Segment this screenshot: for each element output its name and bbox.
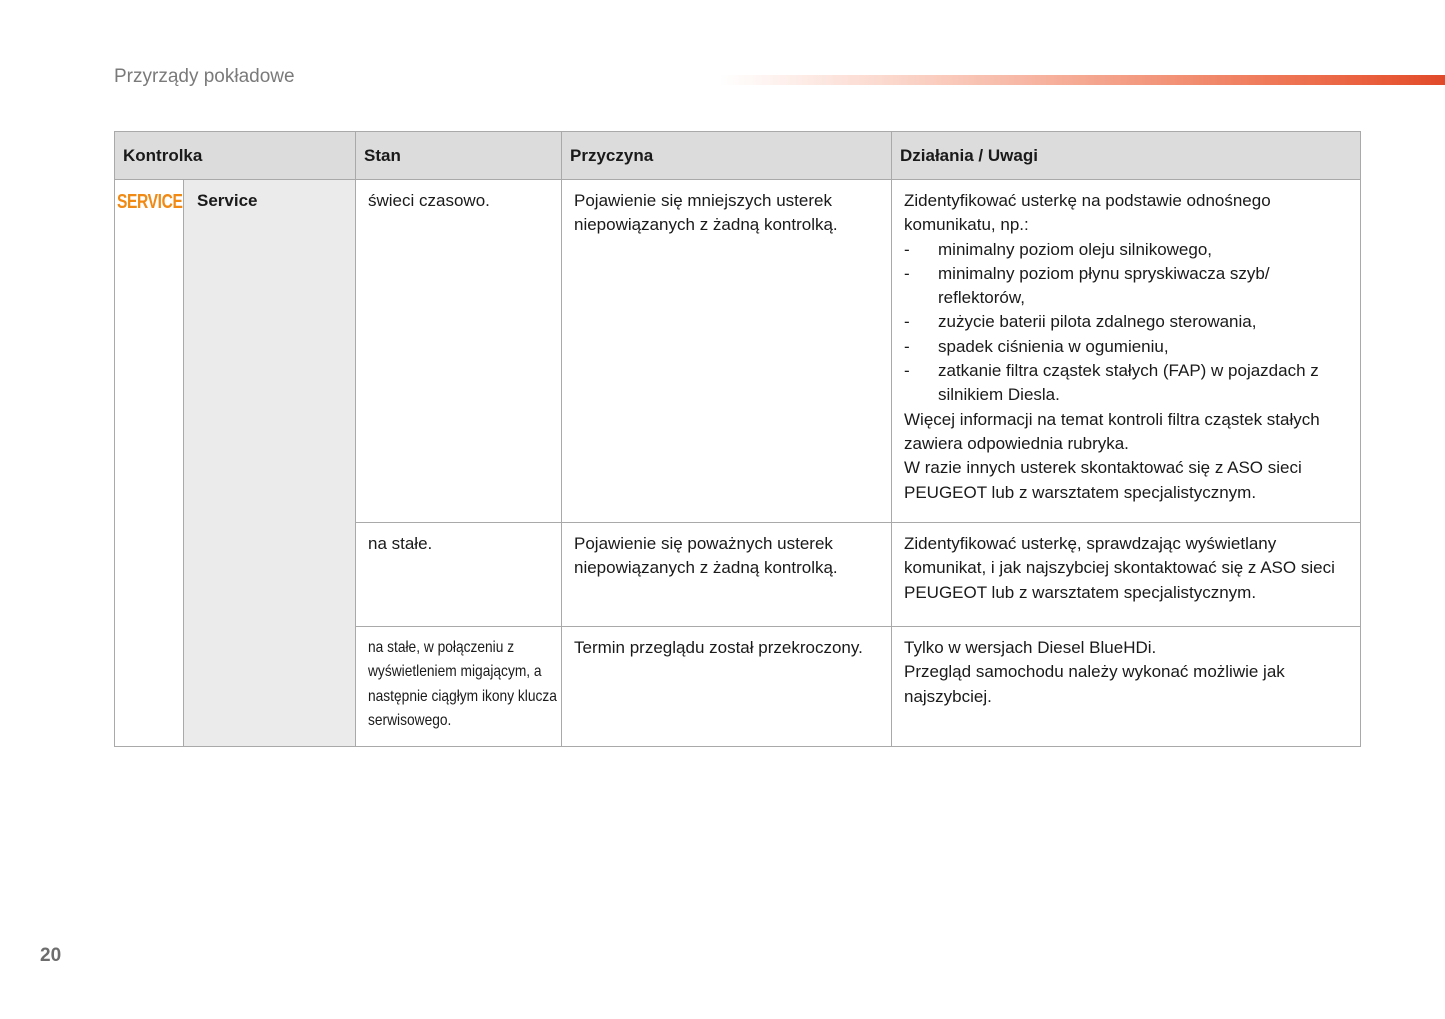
list-item: - minimalny poziom oleju silnikowego,: [904, 238, 1348, 262]
column-header-przyczyna: Przyczyna: [562, 132, 892, 180]
table-row: [115, 180, 1361, 523]
page-header-title: Przyrządy pokładowe: [114, 66, 295, 87]
list-item: - spadek ciśnienia w ogumieniu,: [904, 335, 1348, 359]
stan-cell: [356, 627, 562, 747]
header-accent-bar: [720, 75, 1445, 85]
dzialania-bullet-list: [904, 238, 1348, 408]
dzialania-outro-1: Więcej informacji na temat kontroli filtra cząstek stałych zawiera odpowiednia rubryka.: [904, 409, 1320, 453]
przyczyna-cell: Termin przeglądu został przekroczony.: [562, 627, 892, 747]
dzialania-cell: Zidentyfikować usterkę, sprawdzając wyświetlany komunikat, i jak najszybciej skontaktować się z ASO sieci PEUGEOT lub z warsztatem specjalistycznym.: [892, 523, 1361, 627]
list-item: - minimalny poziom płynu spryskiwacza szyb/ reflektorów,: [904, 262, 1348, 311]
dzialania-cell: [892, 627, 1361, 747]
przyczyna-cell: Pojawienie się poważnych usterek niepowiązanych z żadną kontrolką.: [562, 523, 892, 627]
warning-light-table: [114, 131, 1361, 747]
stan-cell: świeci czasowo.: [356, 180, 562, 523]
list-item: - zużycie baterii pilota zdalnego sterowania,: [904, 310, 1348, 334]
stan-condensed-text: na stałe, w połączeniu z wyświetleniem migającym, a następnie ciągłym ikony klucza serwisowego.: [368, 639, 557, 729]
dzialania-intro: Zidentyfikować usterkę na podstawie odnośnego komunikatu, np.:: [904, 191, 1271, 235]
table-header-row: [115, 132, 1361, 180]
list-item: - zatkanie filtra cząstek stałych (FAP) w pojazdach z silnikiem Diesla.: [904, 359, 1348, 408]
service-warning-icon: SERVICE: [117, 191, 183, 213]
indicator-name: Service: [184, 180, 356, 747]
stan-cell: na stałe.: [356, 523, 562, 627]
indicator-icon-cell: [115, 180, 184, 747]
dzialania-line-1: Tylko w wersjach Diesel BlueHDi.: [904, 638, 1157, 657]
column-header-stan: Stan: [356, 132, 562, 180]
page-number: 20: [40, 945, 62, 966]
column-header-kontrolka: Kontrolka: [115, 132, 356, 180]
dzialania-outro-2: W razie innych usterek skontaktować się z ASO sieci PEUGEOT lub z warsztatem specjalistycznym.: [904, 458, 1302, 502]
przyczyna-cell: Pojawienie się mniejszych usterek niepowiązanych z żadną kontrolką.: [562, 180, 892, 523]
column-header-dzialania: Działania / Uwagi: [892, 132, 1361, 180]
dzialania-line-2: Przegląd samochodu należy wykonać możliwie jak najszybciej.: [904, 662, 1285, 706]
dzialania-cell: [892, 180, 1361, 523]
